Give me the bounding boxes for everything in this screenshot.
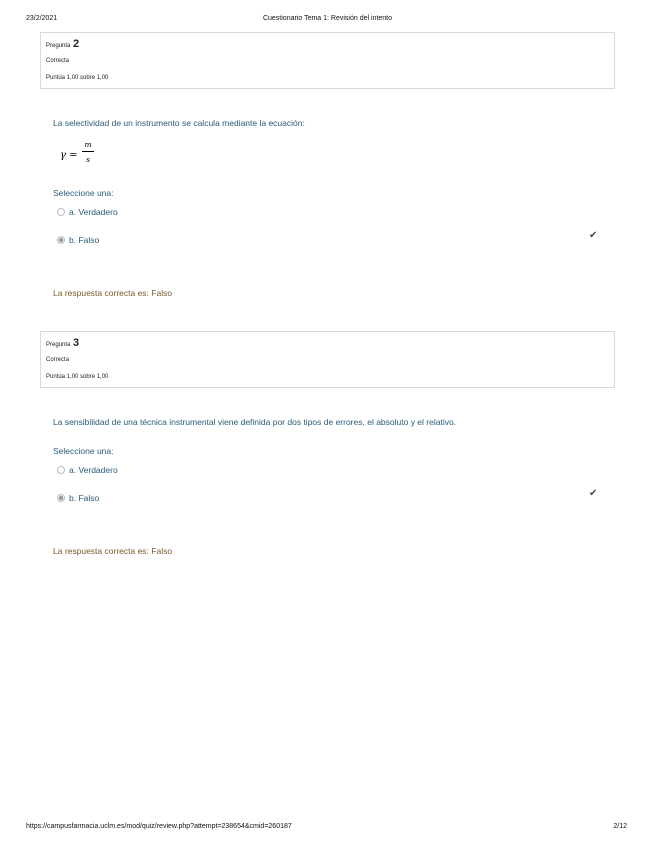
equation-fraction bbox=[82, 140, 94, 164]
question-grade: Puntúa 1,00 sobre 1,00 bbox=[46, 374, 109, 380]
question-text: La selectividad de un instrumento se calcula mediante la ecuación: bbox=[53, 118, 305, 128]
print-header bbox=[0, 15, 655, 27]
question-number: 3 bbox=[73, 337, 80, 349]
correct-answer-feedback: La respuesta correcta es: Falso bbox=[53, 546, 173, 556]
option-b[interactable] bbox=[57, 493, 99, 505]
option-b[interactable] bbox=[57, 235, 99, 247]
question-number: 2 bbox=[73, 38, 80, 50]
checkmark-icon: ✔ bbox=[589, 230, 598, 241]
equation-lhs: γ = bbox=[60, 150, 78, 161]
page-number: 2/12 bbox=[613, 823, 627, 830]
option-a[interactable] bbox=[57, 465, 118, 477]
checkmark-icon: ✔ bbox=[589, 488, 598, 499]
question-grade: Puntúa 1,00 sobre 1,00 bbox=[46, 75, 109, 81]
equation-denominator: s bbox=[86, 155, 90, 164]
radio-checked-icon[interactable] bbox=[57, 494, 65, 502]
question-info-box bbox=[40, 331, 615, 388]
fraction-bar bbox=[82, 151, 94, 152]
radio-unchecked-icon[interactable] bbox=[57, 208, 65, 216]
question-number-label: Pregunta 3 bbox=[46, 337, 80, 349]
select-prompt: Seleccione una: bbox=[53, 188, 114, 198]
question-number-label: Pregunta 2 bbox=[46, 38, 80, 50]
question-state: Correcta bbox=[46, 58, 70, 64]
option-label: a. Verdadero bbox=[69, 207, 118, 217]
option-label: b. Falso bbox=[69, 493, 100, 503]
option-label: b. Falso bbox=[69, 235, 100, 245]
question-text: La sensibilidad de una técnica instrumental viene definida por dos tipos de errores, el absoluto y el relativo. bbox=[53, 417, 457, 427]
question-state: Correcta bbox=[46, 357, 70, 363]
radio-checked-icon[interactable] bbox=[57, 236, 65, 244]
equation bbox=[60, 140, 120, 174]
print-date: 23/2/2021 bbox=[26, 15, 58, 22]
select-prompt: Seleccione una: bbox=[53, 446, 114, 456]
print-title: Cuestionario Tema 1: Revisión del intento bbox=[262, 15, 393, 22]
question-info-box bbox=[40, 32, 615, 89]
option-a[interactable] bbox=[57, 207, 118, 219]
option-label: a. Verdadero bbox=[69, 465, 118, 475]
radio-unchecked-icon[interactable] bbox=[57, 466, 65, 474]
correct-answer-feedback: La respuesta correcta es: Falso bbox=[53, 288, 173, 298]
equation-numerator: m bbox=[84, 140, 92, 149]
page-url: https://campusfarmacia.uclm.es/mod/quiz/review.php?attempt=238654&cmid=260187 bbox=[26, 823, 292, 830]
